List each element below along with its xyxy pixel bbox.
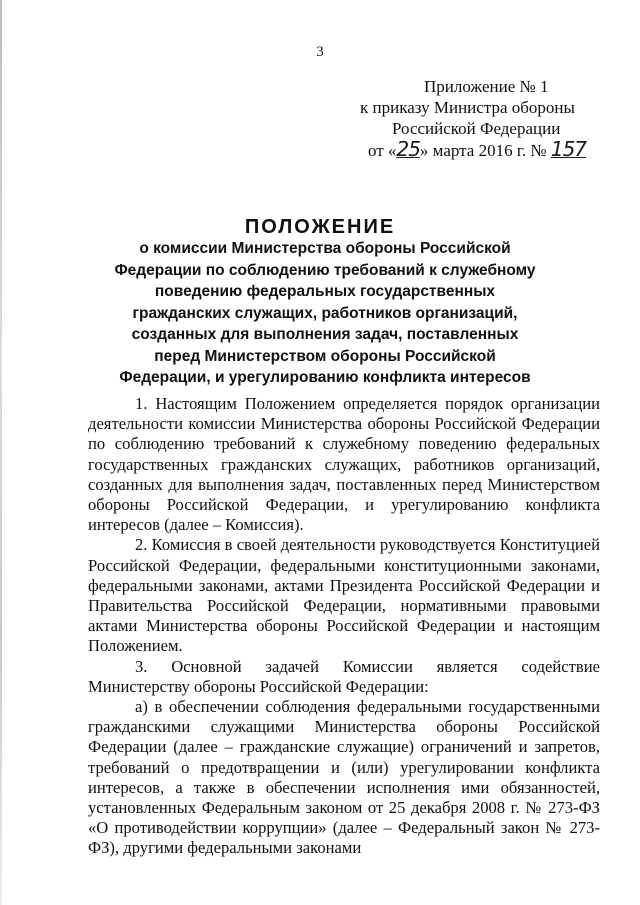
paragraph-2: 2. Комиссия в своей деятельности руководствуется Конституцией Российской Федерации, федеральными конституционными законами, федеральными законами, актами Президента Российской Федерации и Правительства Российской Федерации, нормативными правовыми актами Министерства обороны Российской Федерации и настоящим Положением. [88,535,600,656]
document-body [88,394,600,859]
page-left-edge [0,0,2,905]
paragraph-3: 3. Основной задачей Комиссии является содействие Министерству обороны Российской Федерации: [88,656,600,696]
appendix-date-line [360,139,610,161]
page-number: 3 [316,44,324,60]
document-title: ПОЛОЖЕНИЕ [244,216,396,238]
appendix-number: Приложение № 1 [424,77,549,96]
appendix-header [360,76,610,161]
paragraph-3a: а) в обеспечении соблюдения федеральными государственными гражданскими служащими Министерства обороны Российской Федерации (далее – гражданские служащие) ограничений и запретов, требований о предотвращении и (или) урегулировании конфликта интересов, а также в обеспечении исполнения ими обязанностей, установленных Федеральным законом от 25 декабря 2008 г. № 273-ФЗ «О противодействии коррупции» (далее – Федеральный закон № 273-ФЗ), другими федеральными законами [88,697,600,858]
date-prefix: от « [368,141,397,160]
handwritten-day: 25 [396,137,420,161]
appendix-order-ref: к приказу Министра обороны [360,98,575,117]
date-middle: » марта 2016 г. № [419,141,551,160]
paragraph-1: 1. Настоящим Положением определяется порядок организации деятельности комиссии Министерства обороны Российской Федерации по соблюдению требований к служебному поведению федеральных государственных гражданских служащих, работников организаций, созданных для выполнения задач, поставленных перед Министерством обороны Российской Федерации, и урегулированию конфликта интересов (далее – Комиссия). [88,394,600,535]
appendix-country: Российской Федерации [392,119,561,138]
document-subtitle: о комиссии Министерства обороны Российской Федерации по соблюдению требований к служебному поведению федеральных государственных гражданских служащих, работников организаций, созданных для выполнения задач, поставленных перед Министерством обороны Российской Федерации, и урегулированию конфликта интересов [114,240,536,386]
handwritten-order-number: 157 [550,137,587,161]
